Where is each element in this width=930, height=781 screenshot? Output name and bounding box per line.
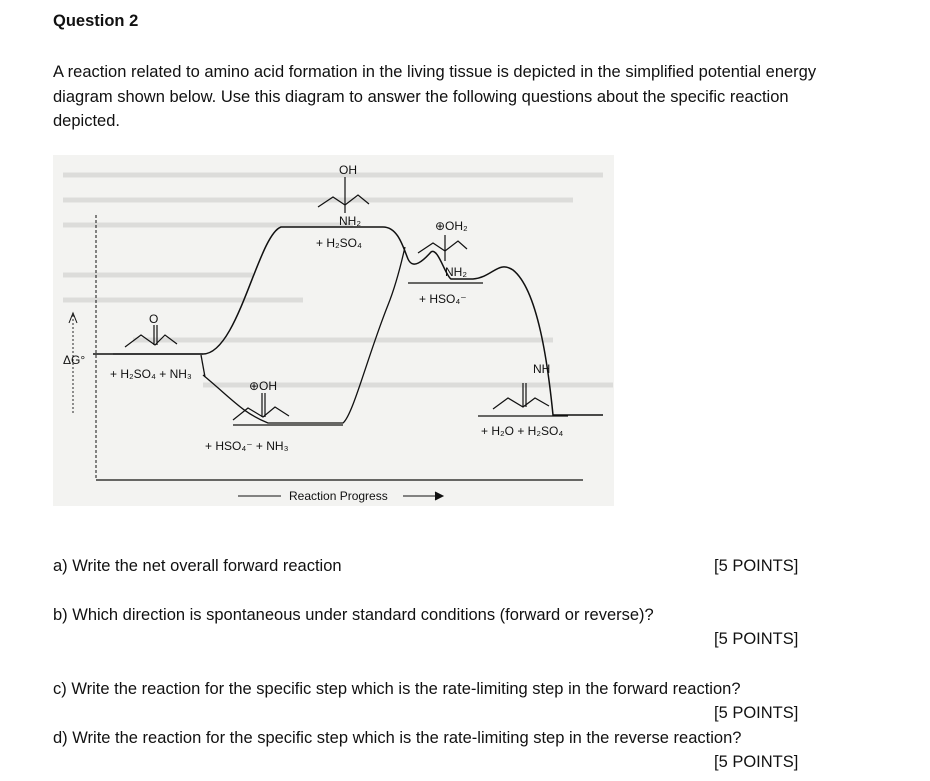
delta-g-label: ΔG° xyxy=(63,353,86,367)
int2-oh2-label: ⊕OH₂ xyxy=(435,219,468,233)
question-intro: A reaction related to amino acid formation in the living tissue is depicted in the simplified potential energy diagram shown below. Use this diagram to answer the following questions about the specific reaction depicted. xyxy=(53,63,817,130)
part-d-text: d) Write the reaction for the specific step which is the rate-limiting step in the reverse reaction? xyxy=(53,729,742,747)
energy-diagram xyxy=(53,155,614,506)
reaction-progress-label: Reaction Progress xyxy=(289,489,388,503)
ts1-h2so4-label: + H₂SO₄ xyxy=(316,236,362,250)
ts1-nh2-label: NH₂ xyxy=(339,214,361,228)
start-o-label: O xyxy=(149,312,159,326)
int2-molecule-icon xyxy=(418,241,467,253)
ts1-oh-label: OH xyxy=(339,163,357,177)
product-counter-label: + H₂O + H₂SO₄ xyxy=(481,424,564,438)
start-label: + H₂SO₄ + NH₃ xyxy=(110,367,192,381)
energy-diagram-svg xyxy=(53,155,614,506)
int1-counter-label: + HSO₄⁻ + NH₃ xyxy=(205,439,289,453)
product-nh-label: NH xyxy=(533,362,551,376)
energy-curve-link xyxy=(201,355,205,377)
part-b-points: [5 POINTS] xyxy=(714,630,799,648)
int1-oh-label: ⊕OH xyxy=(249,379,278,393)
part-c-text: c) Write the reaction for the specific step which is the rate-limiting step in the forward reaction? xyxy=(53,680,741,698)
delta-g-arrow-up-icon xyxy=(69,313,77,323)
part-b-text: b) Which direction is spontaneous under standard conditions (forward or reverse)? xyxy=(53,606,654,624)
int2-counter-label: + HSO₄⁻ xyxy=(419,292,467,306)
int2-nh2-label: NH₂ xyxy=(445,265,467,279)
part-c-points: [5 POINTS] xyxy=(714,704,799,722)
part-a-points: [5 POINTS] xyxy=(714,557,799,575)
progress-arrow-icon xyxy=(435,492,443,500)
question-title: Question 2 xyxy=(53,12,139,30)
product-molecule-icon xyxy=(493,398,549,409)
part-d-points: [5 POINTS] xyxy=(714,753,799,771)
int1-molecule-icon xyxy=(233,407,289,420)
part-a-text: a) Write the net overall forward reaction xyxy=(53,557,342,575)
